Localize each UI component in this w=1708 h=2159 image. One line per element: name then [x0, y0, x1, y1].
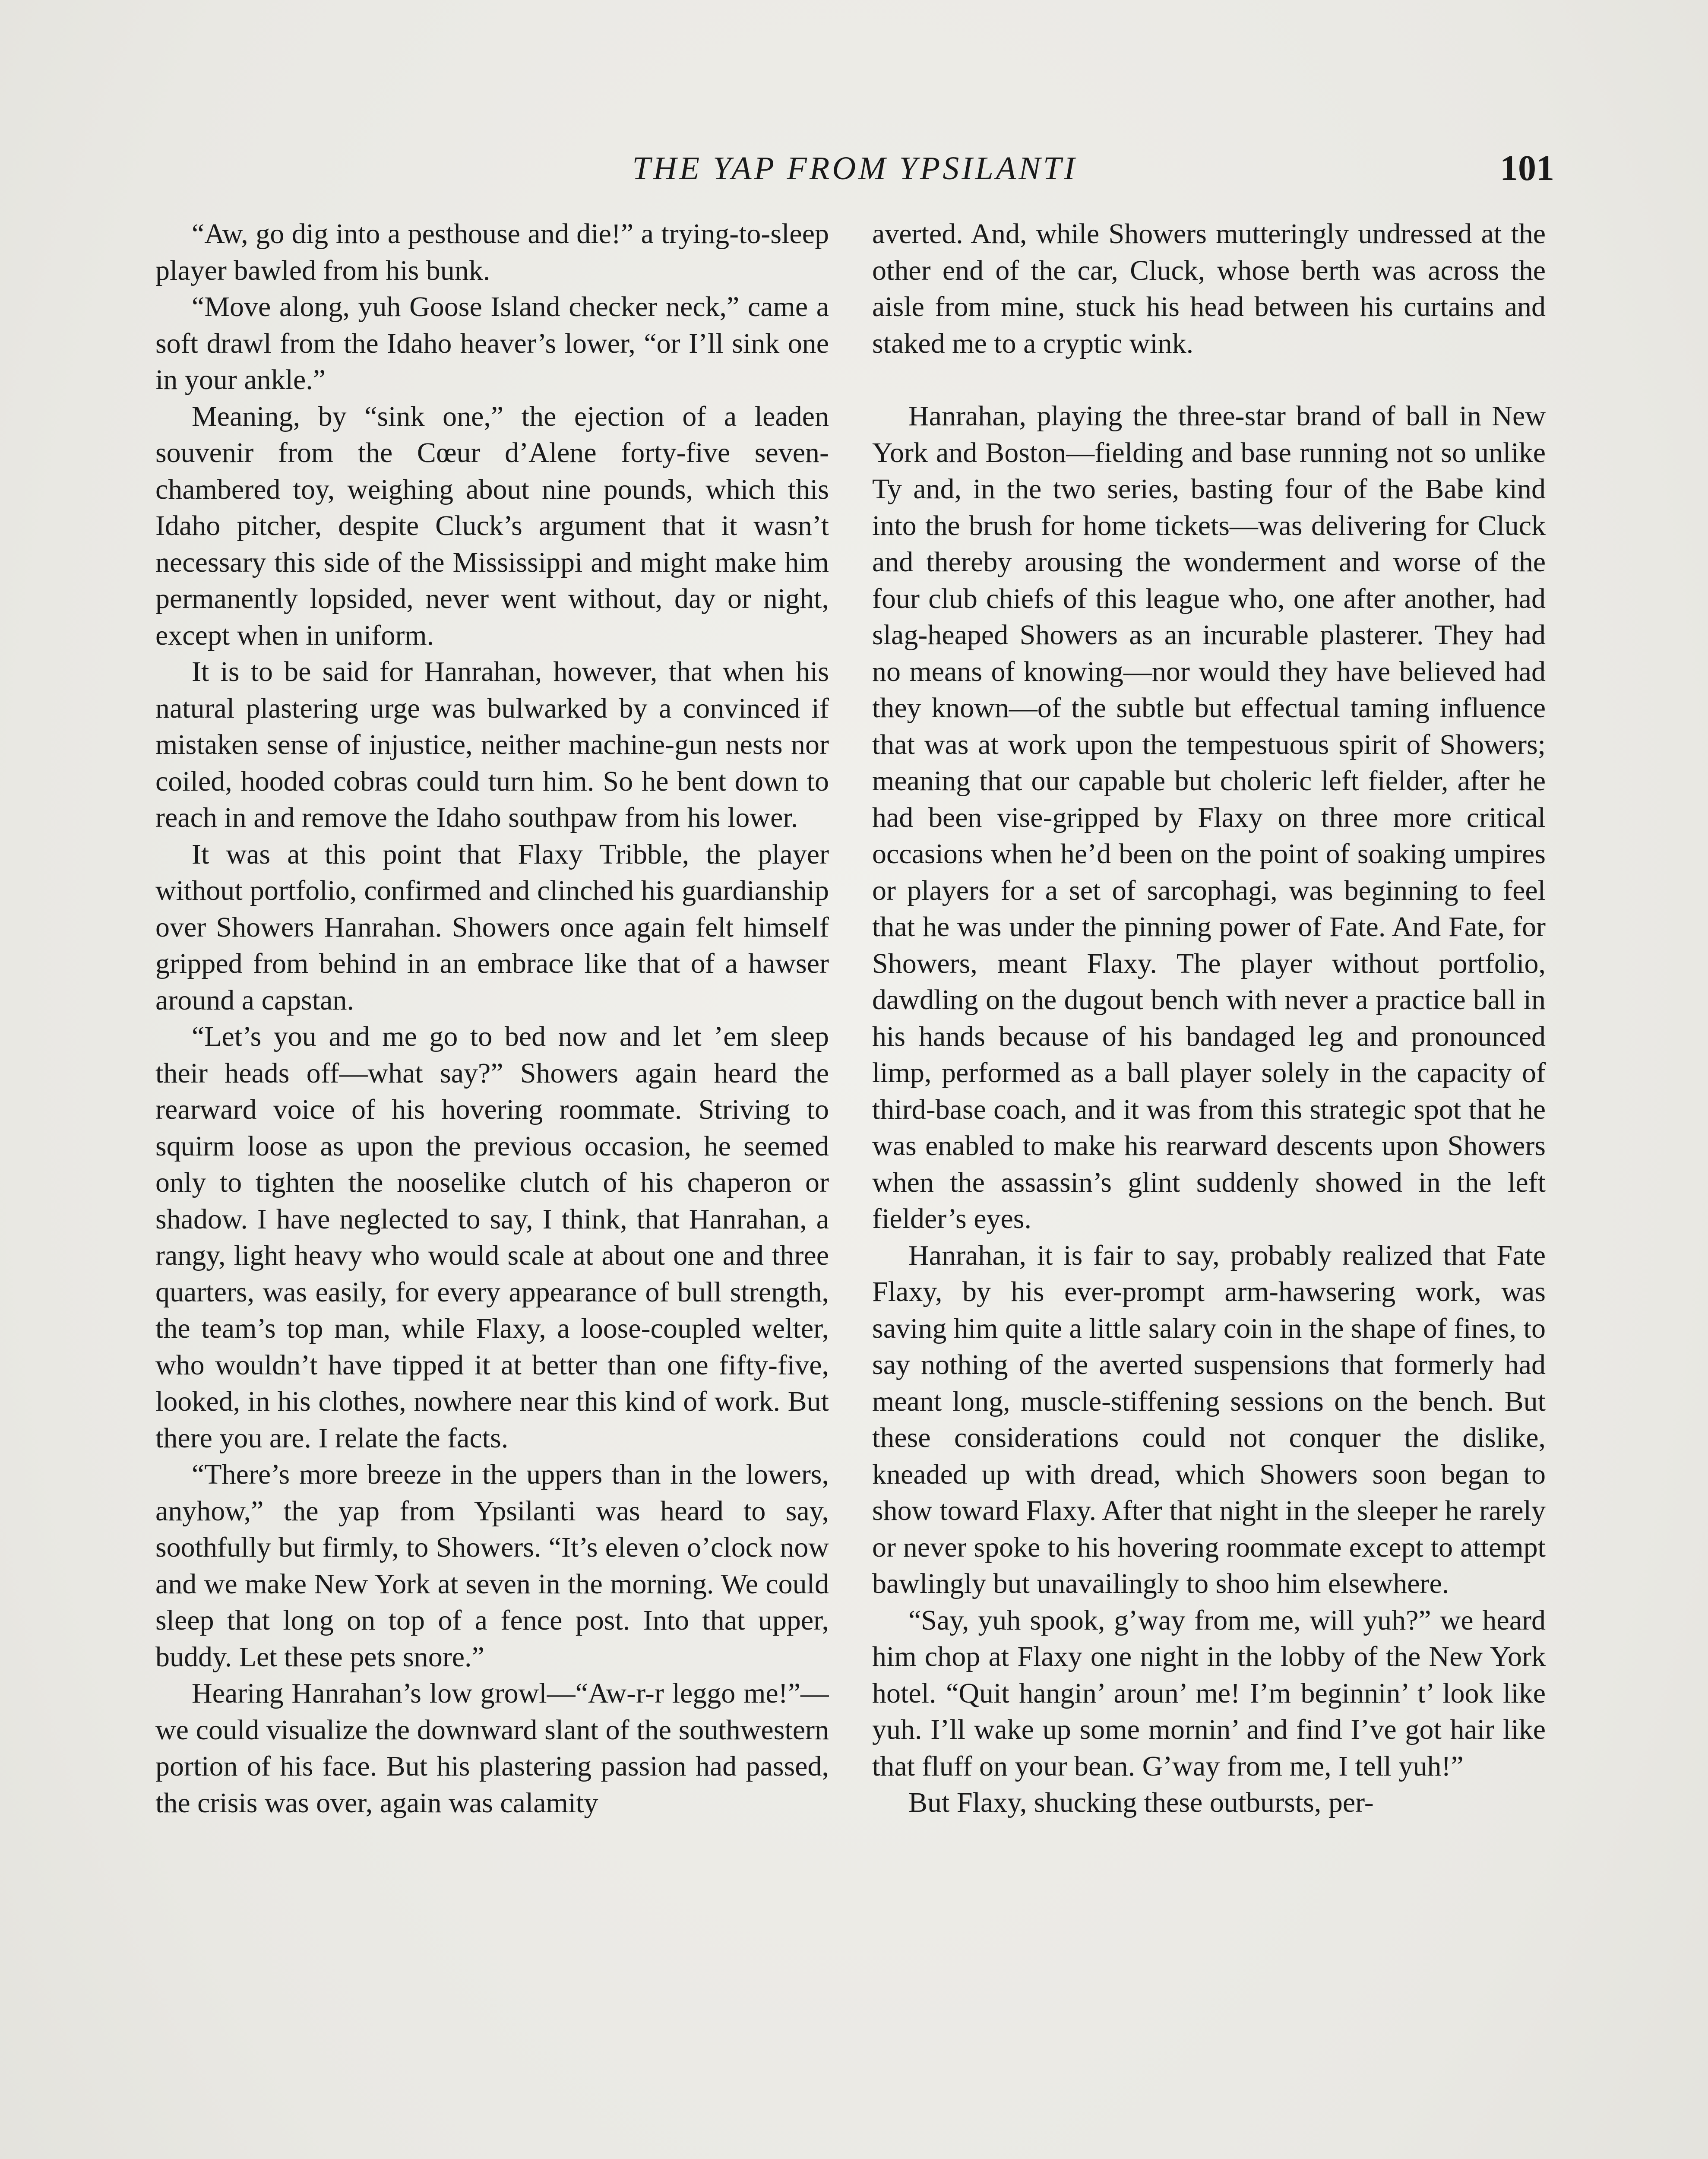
paragraph-continued: averted. And, while Showers mutteringly undressed at the other end of the car, Cluck, whose berth was across the aisle from mine, stuck his head between his curtains and staked me to a cryptic wink. [872, 218, 1546, 359]
page-number: 101 [1500, 148, 1554, 188]
text-columns [155, 216, 1554, 2159]
paragraph: “Aw, go dig into a pesthouse and die!” a trying-to-sleep player bawled from his bunk. [155, 218, 829, 286]
paragraph: “Say, yuh spook, g’way from me, will yuh?” we heard him chop at Flaxy one night in the lobby of the New York hotel. “Quit hangin’ aroun’ me! I’m beginnin’ t’ look like yuh. I’ll wake up some mornin’ and find I’ve got hair like that fluff on your bean. G’way from me, I tell yuh!” [872, 1604, 1546, 1782]
left-column [155, 216, 829, 2159]
paragraph: It was at this point that Flaxy Tribble, the player without portfolio, confirmed and clinched his guardianship over Showers Hanrahan. Showers once again felt himself gripped from behind in an embrace like that of a hawser around a capstan. [155, 838, 829, 1016]
paragraph: Meaning, by “sink one,” the ejection of a leaden souvenir from the Cœur d’Alene forty-five seven-chambered toy, weighing about nine pounds, which this Idaho pitcher, despite Cluck’s argument that it wasn’t necessary this side of the Mississippi and might make him permanently lopsided, never went without, day or night, except when in uniform. [155, 400, 829, 651]
page-header [155, 142, 1554, 194]
paragraph: “Move along, yuh Goose Island checker neck,” came a soft drawl from the Idaho heaver’s lower, “or I’ll sink one in your ankle.” [155, 291, 829, 396]
paragraph: Hanrahan, it is fair to say, probably realized that Fate Flaxy, by his ever-prompt arm-hawsering work, was saving him quite a little salary coin in the shape of fines, to say nothing of the averted suspensions that formerly had meant long, muscle-stiffening sessions on the bench. But these considerations could not conquer the dislike, kneaded up with dread, which Showers soon began to show toward Flaxy. After that night in the sleeper he rarely or never spoke to his hovering roommate except to attempt bawlingly but unavailingly to shoo him elsewhere. [872, 1239, 1546, 1599]
paragraph: “Let’s you and me go to bed now and let ’em sleep their heads off—what say?” Showers again heard the rearward voice of his hovering roommate. Striving to squirm loose as upon the previous occasion, he seemed only to tighten the nooselike clutch of his chaperon or shadow. I have neglected to say, I think, that Hanrahan, a rangy, light heavy who would scale at about one and three quarters, was easily, for every appearance of bull strength, the team’s top man, while Flaxy, a loose-coupled welter, who wouldn’t have tipped it at better than one fifty-five, looked, in his clothes, nowhere near this kind of work. But there you are. I relate the facts. [155, 1021, 829, 1454]
paragraph: Hearing Hanrahan’s low growl—“Aw-r-r leggo me!”—we could visualize the downward slant of the southwestern portion of his face. But his plastering passion had passed, the crisis was over, again was calamity [155, 1678, 829, 1819]
running-title: THE YAP FROM YPSILANTI [632, 150, 1078, 187]
paragraph: “There’s more breeze in the uppers than in the lowers, anyhow,” the yap from Ypsilanti was heard to say, soothfully but firmly, to Showers. “It’s eleven o’clock now and we make New York at seven in the morning. We could sleep that long on top of a fence post. Into that upper, buddy. Let these pets snore.” [155, 1459, 829, 1673]
right-column [872, 216, 1546, 2159]
paragraph: Hanrahan, playing the three-star brand of ball in New York and Boston—fielding and base running not so unlike Ty and, in the two series, basting four of the Babe kind into the brush for home tickets—was delivering for Cluck and thereby arousing the wonderment and worse of the four club chiefs of this league who, one after another, had slag-heaped Showers as an incurable plasterer. They had no means of knowing—nor would they have believed had they known—of the subtle but effectual taming influence that was at work upon the tempestuous spirit of Showers; meaning that our capable but choleric left fielder, after he had been vise-gripped by Flaxy on three more critical occasions when he’d been on the point of soaking umpires or players for a set of sarcophagi, was beginning to feel that he was under the pinning power of Fate. And Fate, for Showers, meant Flaxy. The player without portfolio, dawdling on the dugout bench with never a practice ball in his hands because of his bandaged leg and pronounced limp, performed as a ball player solely in the capacity of third-base coach, and it was from this strategic spot that he was enabled to make his rearward descents upon Showers when the assassin’s glint suddenly showed in the left fielder’s eyes. [872, 400, 1546, 1235]
paragraph: It is to be said for Hanrahan, however, that when his natural plastering urge was bulwarked by a convinced if mistaken sense of injustice, neither machine-gun nests nor coiled, hooded cobras could turn him. So he bent down to reach in and remove the Idaho southpaw from his lower. [155, 656, 829, 833]
paragraph: But Flaxy, shucking these outbursts, per- [908, 1787, 1374, 1818]
